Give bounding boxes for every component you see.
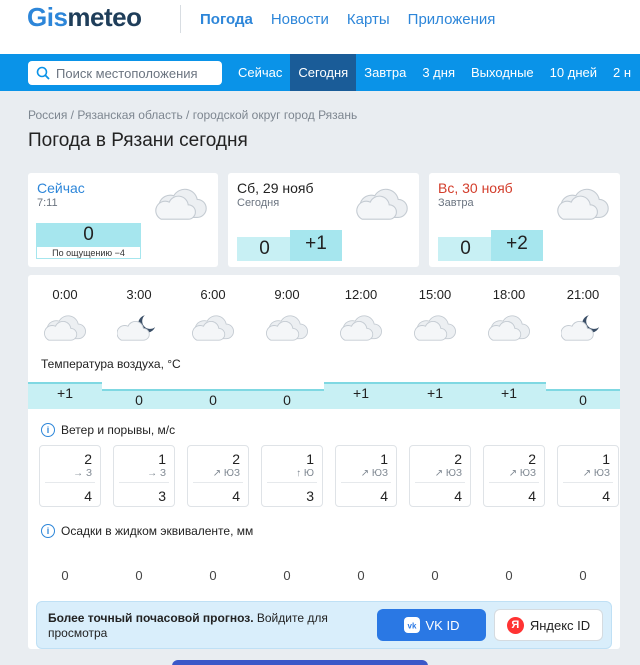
- top-nav: [200, 11, 495, 28]
- breadcrumb[interactable]: Россия / Рязанская область / городской округ город Рязань: [28, 108, 358, 122]
- page-title: Погода в Рязани сегодня: [28, 130, 248, 151]
- moon-cloud-icon: [102, 312, 176, 342]
- wind-gust: 3: [306, 488, 314, 504]
- wind-cell: [335, 445, 397, 507]
- wind-gust: 4: [602, 488, 610, 504]
- wind-gust: 4: [528, 488, 536, 504]
- wind-direction: ↗ ЮЗ: [582, 468, 610, 479]
- period-tabs: [230, 54, 639, 91]
- wind-gust: 4: [380, 488, 388, 504]
- today-max-temp: +1: [290, 230, 342, 261]
- header: [0, 0, 640, 54]
- card-today-date: Сб, 29 нояб: [237, 180, 314, 196]
- temp-bar-top: [250, 389, 324, 391]
- wind-direction: ↗ ЮЗ: [212, 468, 240, 479]
- yandex-icon: Я: [507, 617, 524, 634]
- search-input[interactable]: [56, 66, 216, 81]
- wind-speed: 2: [232, 451, 240, 467]
- divider: [45, 482, 95, 483]
- cloud-icon: [398, 312, 472, 342]
- wind-speed: 1: [306, 451, 314, 467]
- temp-bar-top: [102, 389, 176, 391]
- nav-maps[interactable]: Карты: [346, 11, 390, 28]
- cloud-icon: [324, 312, 398, 342]
- card-today[interactable]: [228, 173, 419, 267]
- temp-value: +1: [501, 385, 517, 401]
- hour-label: 9:00: [274, 287, 300, 302]
- wind-direction: ↗ ЮЗ: [360, 468, 388, 479]
- tab-tomorrow[interactable]: Завтра: [364, 65, 407, 80]
- temp-bar-top: [28, 382, 102, 384]
- divider: [267, 482, 317, 483]
- precip-value: 0: [283, 568, 291, 583]
- divider: [341, 482, 391, 483]
- precip-section-title: i Осадки в жидком эквиваленте, мм: [41, 524, 253, 538]
- moon-cloud-icon: [546, 312, 620, 342]
- hour-label: 0:00: [52, 287, 78, 302]
- svg-text:vk: vk: [407, 621, 416, 631]
- temp-section-title: Температура воздуха, °C: [41, 357, 181, 371]
- login-banner: [36, 601, 612, 649]
- wind-speed: 1: [380, 451, 388, 467]
- wind-direction: ↗ ЮЗ: [434, 468, 462, 479]
- wind-gust: 3: [158, 488, 166, 504]
- hour-label: 21:00: [566, 287, 600, 302]
- hour-label: 6:00: [200, 287, 226, 302]
- hour-label: 12:00: [344, 287, 378, 302]
- tab-now[interactable]: Сейчас: [238, 65, 283, 80]
- now-temp-box: [36, 223, 141, 259]
- wind-cell: [409, 445, 471, 507]
- precip-value: 0: [357, 568, 365, 583]
- cloud-icon: [176, 312, 250, 342]
- wind-direction: → З: [73, 468, 92, 479]
- divider: [119, 482, 169, 483]
- wind-speed: 2: [84, 451, 92, 467]
- logo[interactable]: Gismeteo: [27, 2, 142, 32]
- temp-bar-top: [546, 389, 620, 391]
- bottom-bar[interactable]: [172, 660, 428, 665]
- today-min-temp: 0: [237, 237, 292, 261]
- wind-direction: → З: [147, 468, 166, 479]
- hour-label: 3:00: [126, 287, 152, 302]
- temp-value: 0: [579, 392, 587, 408]
- card-now[interactable]: [28, 173, 218, 267]
- banner-text: Более точный почасовой прогноз. Войдите для просмотра: [48, 611, 328, 640]
- card-tomorrow[interactable]: [429, 173, 620, 267]
- precip-value: 0: [579, 568, 587, 583]
- hour-label: 15:00: [418, 287, 452, 302]
- temp-value: +1: [427, 385, 443, 401]
- cloud-icon: [355, 184, 409, 222]
- divider: [193, 482, 243, 483]
- temp-bar-top: [176, 389, 250, 391]
- vk-id-button[interactable]: vk VK ID: [377, 609, 486, 641]
- wind-cell: [187, 445, 249, 507]
- tab-weekend[interactable]: Выходные: [471, 65, 534, 80]
- info-icon[interactable]: i: [41, 423, 55, 437]
- wind-cell: [113, 445, 175, 507]
- precip-value: 0: [135, 568, 143, 583]
- precip-value: 0: [505, 568, 513, 583]
- cloud-icon: [250, 312, 324, 342]
- wind-section-title: i Ветер и порывы, м/с: [41, 423, 175, 437]
- cloud-icon: [28, 312, 102, 342]
- temp-value: 0: [283, 392, 291, 408]
- temp-value: 0: [135, 392, 143, 408]
- wind-cell: [39, 445, 101, 507]
- wind-gust: 4: [454, 488, 462, 504]
- hour-label: 18:00: [492, 287, 526, 302]
- wind-cell: [557, 445, 619, 507]
- search-box[interactable]: [28, 61, 222, 85]
- wind-speed: 1: [158, 451, 166, 467]
- wind-cell: [261, 445, 323, 507]
- tab-today[interactable]: Сегодня: [290, 54, 356, 91]
- hourly-forecast: [28, 275, 620, 649]
- yandex-id-button[interactable]: Я Яндекс ID: [494, 609, 603, 641]
- wind-direction: ↑ Ю: [296, 468, 314, 479]
- card-now-time: 7:11: [37, 197, 58, 209]
- card-tomorrow-date: Вс, 30 нояб: [438, 180, 513, 196]
- info-icon[interactable]: i: [41, 524, 55, 538]
- cloud-icon: [556, 184, 610, 222]
- temp-bar-top: [472, 382, 546, 384]
- divider: [489, 482, 539, 483]
- wind-gust: 4: [84, 488, 92, 504]
- card-tomorrow-sub: Завтра: [438, 197, 474, 209]
- wind-gust: 4: [232, 488, 240, 504]
- cloud-icon: [472, 312, 546, 342]
- nav-weather[interactable]: Погода: [200, 11, 253, 28]
- precip-value: 0: [431, 568, 439, 583]
- feels-like: По ощущению −4: [36, 247, 141, 259]
- card-now-label: Сейчас: [37, 180, 85, 196]
- divider: [563, 482, 613, 483]
- wind-direction: ↗ ЮЗ: [508, 468, 536, 479]
- tab-3-days[interactable]: 3 дня: [422, 65, 455, 80]
- tomorrow-min-temp: 0: [438, 237, 493, 261]
- nav-news[interactable]: Новости: [270, 11, 329, 28]
- precip-value: 0: [209, 568, 217, 583]
- card-today-sub: Сегодня: [237, 197, 280, 209]
- nav-apps[interactable]: Приложения: [407, 11, 496, 28]
- cloud-icon: [154, 184, 208, 222]
- tomorrow-max-temp: +2: [491, 230, 543, 261]
- wind-cell: [483, 445, 545, 507]
- temp-value: 0: [209, 392, 217, 408]
- vk-icon: [404, 617, 420, 633]
- now-temperature: 0: [83, 224, 94, 245]
- tab-10-days[interactable]: 10 дней: [549, 65, 597, 80]
- tab-2-weeks[interactable]: 2 н: [612, 65, 632, 80]
- temp-value: +1: [353, 385, 369, 401]
- wind-speed: 2: [454, 451, 462, 467]
- search-icon: [36, 66, 50, 80]
- header-divider: [180, 5, 181, 33]
- wind-speed: 1: [602, 451, 610, 467]
- temp-bar-top: [324, 382, 398, 384]
- precip-value: 0: [61, 568, 69, 583]
- temp-value: +1: [57, 385, 73, 401]
- tab-bar: [0, 54, 640, 91]
- divider: [415, 482, 465, 483]
- temp-bar-top: [398, 382, 472, 384]
- wind-speed: 2: [528, 451, 536, 467]
